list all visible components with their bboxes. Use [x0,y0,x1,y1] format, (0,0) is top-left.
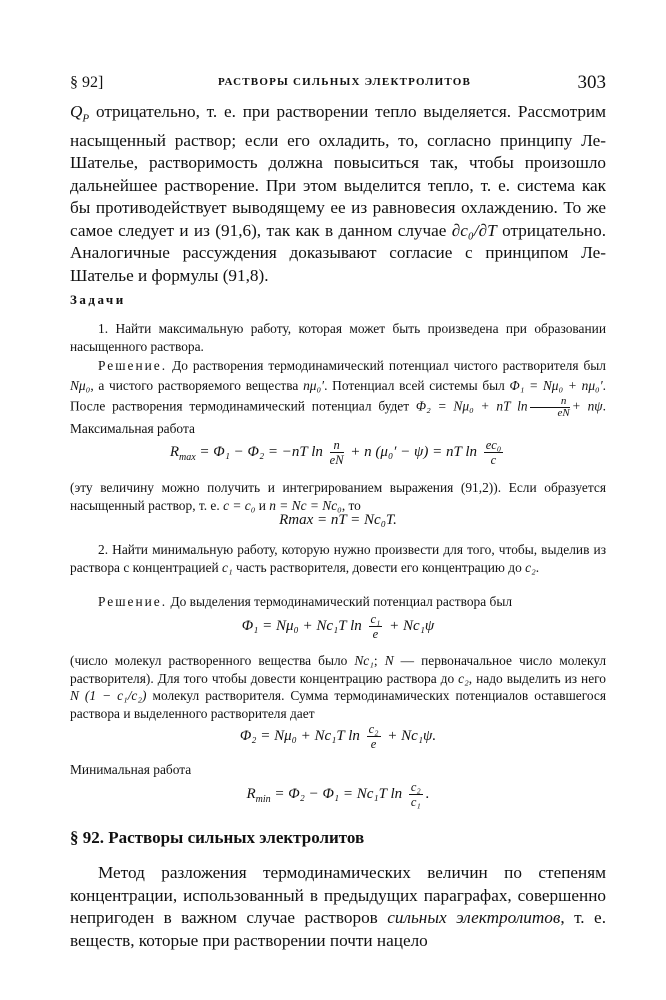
task1-solution: Решение. До растворения термодинамический потенциал чистого растворителя был Nμ₀, а чистого растворяемого вещества nμ₀′. Потенциал всей системы был Φ₁ = Nμ₀ + nμ₀′. После растворения термодинамический потенциал будет Φ₂ = Nμ₀ + nT ln $\frac{n}{eN}$ + nψ. Максимальная работа [70,358,606,436]
task2-solution: Решение. До выделения термодинамический потенциал раствора был [98,594,513,609]
page-number: 303 [577,72,606,93]
task2-formula-rmin: $R_{min} = \Phi_2 - \Phi_1 = Nc_1T$ ln $\frac{\text{c₂}}{\text{c₁}}$ . [246,780,430,809]
task2-statement: 2. Найти минимальную работу, которую нужно произвести для того, чтобы, выделив из раствора с концентрацией c₁ часть растворителя, довести его концентрацию до c₂. [70,542,606,575]
task2-min-label: Минимальная работа [70,762,192,777]
tasks-heading: Задачи [70,292,126,307]
section-heading: § 92. Растворы сильных электролитов [70,828,365,847]
task1-formula-rmax: $R_{max} = \Phi_1 - \Phi_2 = -nT$ ln $\frac{n}{eN}$ + n (μ₀′ − ψ) = nT ln $\frac{\text{ec₀}}{c}$ [169,438,502,467]
section-paragraph: Метод разложения термодинамических величин по степеням концентрации, использованный в предыдущих параграфах, совершенно непригоден в важном случае растворов сильных электролитов, т. е. веществ, которые при растворении почти нацело [70,863,606,950]
intro-paragraph: $Q_P$ отрицательно, т. е. при растворении тепло выделяется. Рассмотрим насыщенный раствор; если его охладить, то, согласно принципу Ле-Шателье, растворимость должна повыситься так, чтобы произошло дальнейшее растворение. При этом выделится тепло, т. е. система как бы противодействует выводящему ее из равновесия охлаждению. То же самое следует и из (91,6), так как в данном случае ∂c₀/∂T отрицательно. Аналогичные рассуждения доказывают согласие с принципом Ле-Шателье и формулы (91,8). [70,102,607,285]
header-section-number: § 92] [70,74,104,91]
task2-text: (число молекул растворенного вещества было Nc₁; N — первоначальное число молекул растворителя). Для того чтобы довести концентрацию раствора до c₂, надо выделить из него N (1 − c₁/c₂) молекул растворителя. Сумма термодинамических потенциалов оставшегося раствора и выделенного растворителя дает [70,653,607,721]
task1-statement: 1. Найти максимальную работу, которая может быть произведена при образовании насыщенного раствора. [70,321,606,354]
header-title: РАСТВОРЫ СИЛЬНЫХ ЭЛЕКТРОЛИТОВ [218,76,472,88]
task1-after: (эту величину можно получить и интегрированием выражения (91,2)). Если образуется насыщенный раствор, т. е. c = c₀ и n = Nc = Nc₀, то [70,480,606,513]
task2-formula-phi1: Φ₁ = Nμ₀ + Nc₁T ln $\frac{\text{c₁}}{e}$ + Nc₁ψ [241,612,435,641]
task2-formula-phi2: Φ₂ = Nμ₀ + Nc₁T ln $\frac{\text{c₂}}{e}$ + Nc₁ψ. [239,722,437,751]
running-header [70,72,606,96]
task1-result: Rmax = nT = Nc₀T. [279,512,397,528]
